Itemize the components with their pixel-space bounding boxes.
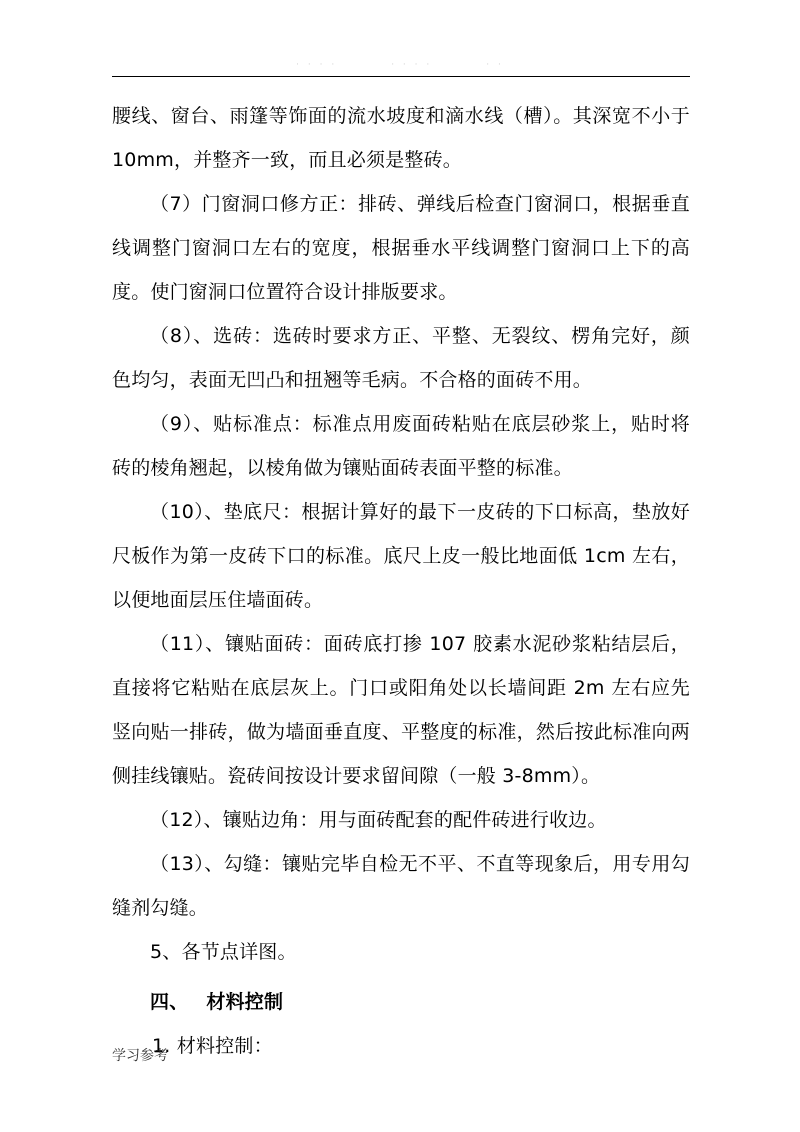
header-divider-line: [112, 76, 690, 77]
header-mark-1: · · · ·: [296, 59, 338, 70]
paragraph-item-5: 5、各节点详图。: [150, 941, 297, 963]
section-heading-number: 四、: [150, 991, 189, 1013]
paragraph-waistline: 腰线、窗台、雨篷等饰面的流水坡度和滴水线（槽）。其深宽不小于 10mm，并整齐一致，而且必须是整砖。: [112, 105, 690, 171]
document-body: [112, 94, 690, 1068]
page-footer: 学习参考: [112, 1048, 168, 1064]
paragraph-item-12: （12）、镶贴边角：用与面砖配套的配件砖进行收边。: [150, 809, 607, 831]
sub-item-material-control: 1. 材料控制：: [152, 1035, 273, 1057]
paragraph-item-9: （9）、贴标准点：标准点用废面砖粘贴在底层砂浆上，贴时将砖的棱角翘起，以棱角做为镶贴面砖表面平整的标准。: [112, 413, 690, 479]
paragraph-item-10: （10）、垫底尺：根据计算好的最下一皮砖的下口标高，垫放好尺板作为第一皮砖下口的标准。底尺上皮一般比地面低 1cm 左右，以便地面层压住墙面砖。: [112, 501, 690, 611]
paragraph-item-11: （11）、镶贴面砖：面砖底打掺 107 胶素水泥砂浆粘结层后，直接将它粘贴在底层灰上。门口或阳角处以长墙间距 2m 左右应先竖向贴一排砖，做为墙面垂直度、平整度的标准，然后按此标准向两侧挂线镶贴。瓷砖间按设计要求留间隙（一般 3-8mm）。: [112, 633, 690, 787]
paragraph-item-13: （13）、勾缝：镶贴完毕自检无不平、不直等现象后，用专用勾缝剂勾缝。: [112, 853, 690, 919]
header-dotted-marks: [112, 58, 688, 72]
header-mark-2: · · · ·: [391, 59, 433, 70]
section-heading: [112, 980, 690, 1024]
header-mark-3: · ·: [486, 59, 504, 70]
paragraph-item-8: （8）、选砖：选砖时要求方正、平整、无裂纹、楞角完好，颜色均匀，表面无凹凸和扭翘等毛病。不合格的面砖不用。: [112, 325, 690, 391]
section-heading-text: 材料控制: [206, 991, 284, 1013]
paragraph-item-7: （7）门窗洞口修方正：排砖、弹线后检查门窗洞口，根据垂直线调整门窗洞口左右的宽度，根据垂水平线调整门窗洞口上下的高度。使门窗洞口位置符合设计排版要求。: [112, 193, 690, 303]
